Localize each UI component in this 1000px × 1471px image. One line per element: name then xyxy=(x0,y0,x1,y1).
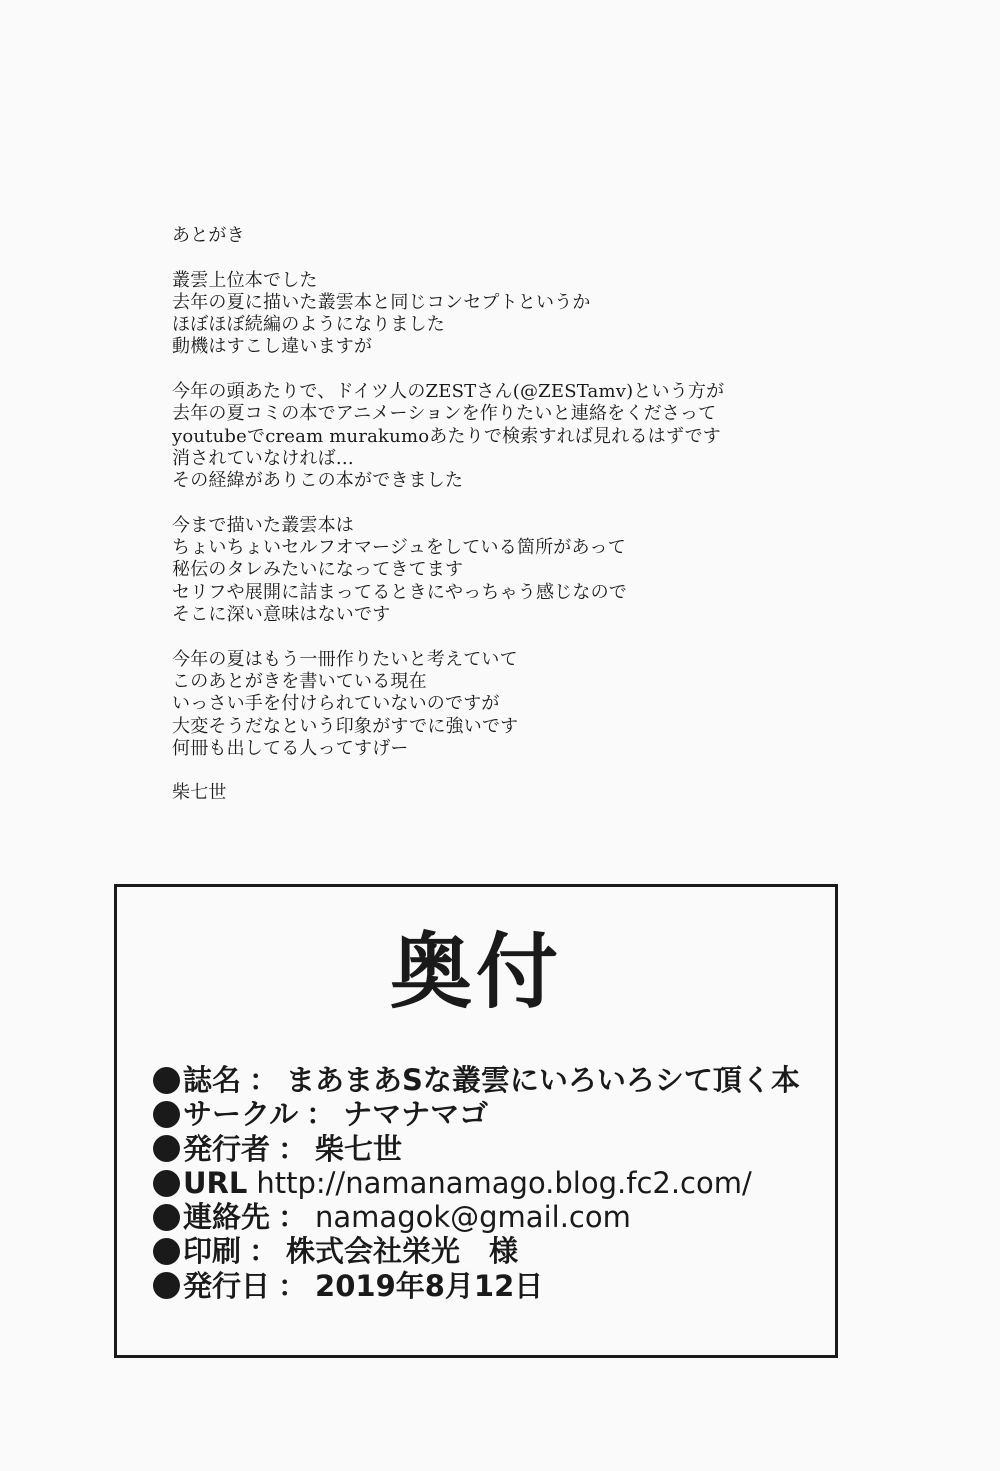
afterword-line: このあとがきを書いている現在 xyxy=(172,670,427,692)
colophon-value: まあまあSな叢雲にいろいろシて頂く本 xyxy=(286,1063,800,1097)
colophon-url[interactable]: http://namanamago.blog.fc2.com/ xyxy=(256,1165,752,1200)
colophon-separator: ： xyxy=(278,1200,308,1235)
colophon-separator: ： xyxy=(306,1097,336,1132)
colophon-label: サークル xyxy=(183,1097,299,1132)
colophon-label: 発行日 xyxy=(183,1268,271,1303)
colophon-row-circle xyxy=(153,1097,833,1131)
colophon-list xyxy=(153,1063,833,1303)
colophon-label: 印刷 xyxy=(183,1234,242,1269)
afterword-line: セリフや展開に詰まってるときにやっちゃう感じなので xyxy=(172,581,627,603)
colophon-row-url xyxy=(153,1166,833,1200)
afterword-line: 秘伝のタレみたいになってきてます xyxy=(172,559,464,581)
bullet-icon xyxy=(153,1067,180,1094)
afterword-line: 去年の夏コミの本でアニメーションを作りたいと連絡をくださって xyxy=(172,403,717,425)
colophon-title: 奥付 xyxy=(389,925,562,1020)
colophon-row-date xyxy=(153,1269,833,1303)
afterword-line: youtubeでcream murakumoあたりで検索すれば見れるはずです xyxy=(172,425,721,447)
bullet-icon xyxy=(153,1101,180,1128)
colophon-label: 誌名 xyxy=(183,1063,242,1097)
afterword-line: 今年の夏はもう一冊作りたいと考えていて xyxy=(172,648,518,670)
afterword-line: 今まで描いた叢雲本は xyxy=(172,514,354,536)
bullet-icon xyxy=(153,1135,180,1162)
afterword-line: 消されていなければ… xyxy=(172,447,354,469)
colophon-row-publisher xyxy=(153,1132,833,1166)
colophon-value: ナマナマゴ xyxy=(343,1097,489,1132)
colophon-row-title xyxy=(153,1063,833,1097)
colophon-separator: ： xyxy=(249,1063,279,1097)
colophon-box xyxy=(114,884,838,1358)
afterword-paragraph xyxy=(172,381,892,492)
afterword-line: 今年の頭あたりで、ドイツ人のZESTさん(@ZESTamv)という方が xyxy=(172,381,725,403)
afterword-line: 動機はすこし違いますが xyxy=(172,336,373,358)
colophon-label: 発行者 xyxy=(183,1131,271,1166)
colophon-row-printer xyxy=(153,1234,833,1268)
colophon-email[interactable]: namagok@gmail.com xyxy=(315,1200,631,1235)
afterword xyxy=(172,225,892,805)
bullet-icon xyxy=(153,1238,180,1265)
colophon-separator: ： xyxy=(278,1131,308,1166)
colophon-row-contact xyxy=(153,1200,833,1234)
colophon-separator: ： xyxy=(249,1234,279,1269)
colophon-value: 2019年8月12日 xyxy=(315,1268,544,1303)
afterword-line: 去年の夏に描いた叢雲本と同じコンセプトというか xyxy=(172,291,591,313)
afterword-title: あとがき xyxy=(172,225,245,246)
colophon-label: 連絡先 xyxy=(183,1200,271,1235)
bullet-icon xyxy=(153,1170,180,1197)
afterword-line: そこに深い意味はないです xyxy=(172,604,391,626)
afterword-paragraph xyxy=(172,270,892,359)
afterword-signature: 柴七世 xyxy=(172,782,227,804)
afterword-line: いっさい手を付けられていないのですが xyxy=(172,693,500,715)
colophon-value: 柴七世 xyxy=(315,1131,403,1166)
bullet-icon xyxy=(153,1204,180,1231)
afterword-line: ほぼほぼ続編のようになりました xyxy=(172,314,445,336)
colophon-separator: ： xyxy=(278,1268,308,1303)
colophon-label: URL xyxy=(183,1165,248,1200)
afterword-line: 大変そうだなという印象がすでに強いです xyxy=(172,715,519,737)
afterword-line: 叢雲上位本でした xyxy=(172,269,318,291)
afterword-paragraph xyxy=(172,649,892,760)
afterword-line: 何冊も出してる人ってすげー xyxy=(172,737,409,759)
afterword-line: その経緯がありこの本ができました xyxy=(172,470,464,492)
afterword-line: ちょいちょいセルフオマージュをしている箇所があって xyxy=(172,537,626,559)
afterword-paragraph xyxy=(172,515,892,626)
bullet-icon xyxy=(153,1272,180,1299)
colophon-value: 株式会社栄光 様 xyxy=(286,1234,519,1269)
